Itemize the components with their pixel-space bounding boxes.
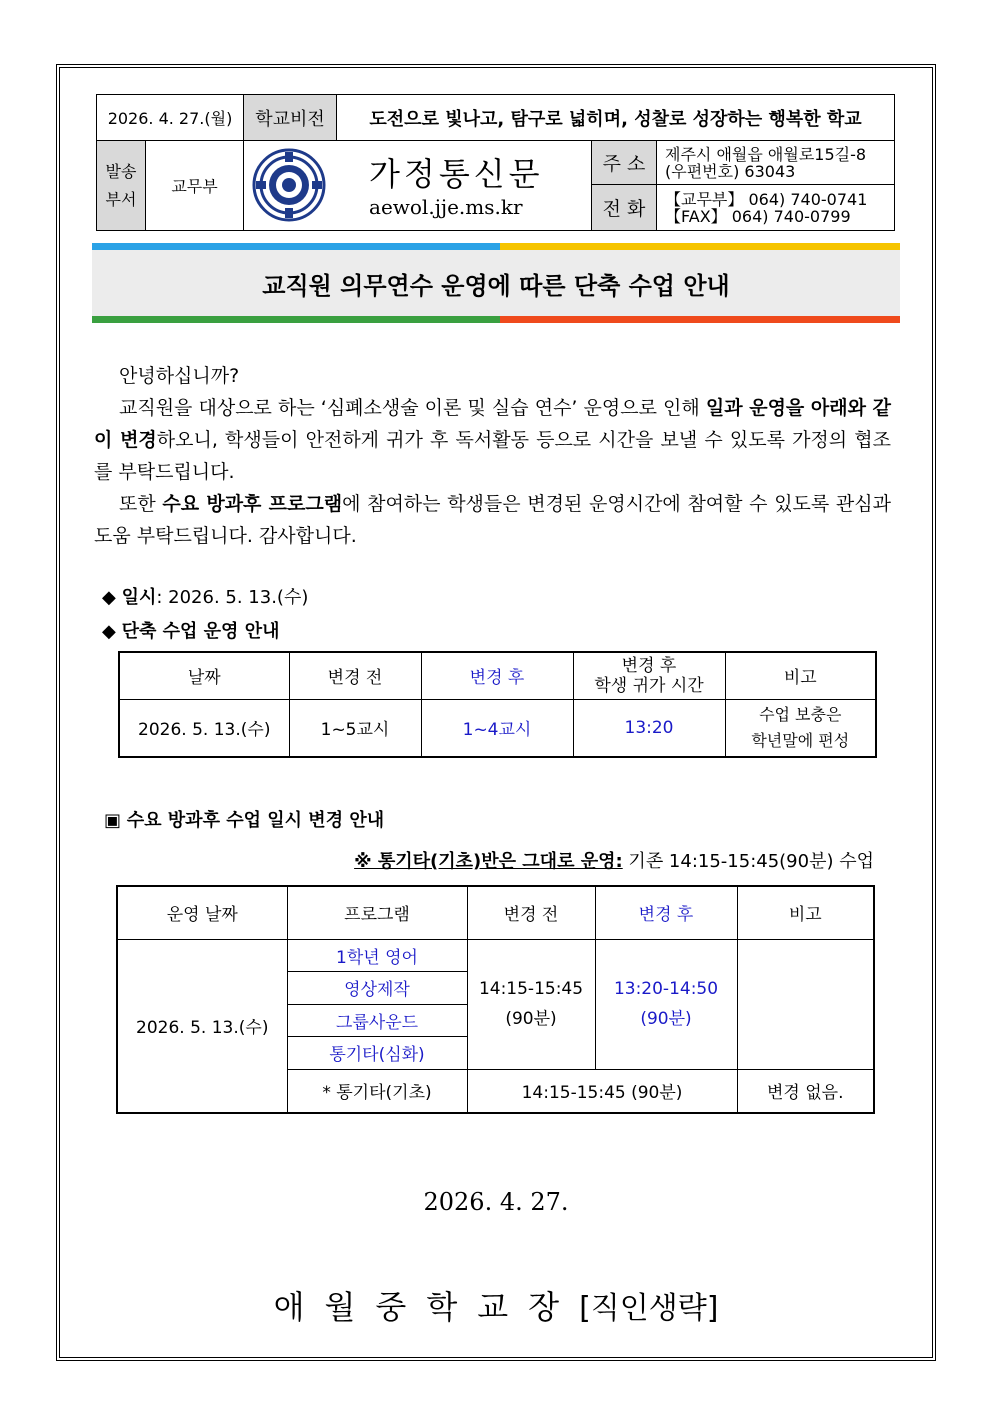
t2-header-note: 비고	[737, 886, 874, 939]
issue-date: 2026. 4. 27.(월)	[97, 95, 244, 141]
banner-bottom-bar	[92, 316, 900, 323]
t1-after: 1~4교시	[421, 699, 573, 757]
bullet-date	[102, 583, 308, 609]
bullet-short-class	[102, 617, 279, 643]
greeting: 안녕하십니까?	[119, 365, 240, 387]
vision-label: 학교비전	[244, 95, 337, 141]
t2-program-english: 1학년 영어	[287, 939, 467, 971]
p2-bold: 수요 방과후 프로그램	[162, 493, 343, 515]
section2-note	[354, 847, 874, 873]
t1-header-return-time: 변경 후 학생 귀가 시간	[573, 652, 725, 699]
title-banner	[92, 243, 900, 323]
t2-after: 13:20-14:50 (90분)	[595, 939, 737, 1069]
t2-header-before: 변경 전	[467, 886, 595, 939]
school-vision: 도전으로 빛나고, 탐구로 넓히며, 성찰로 성장하는 행복한 학교	[337, 95, 895, 141]
letterhead-table	[96, 94, 895, 231]
short-class-table	[118, 651, 877, 758]
diamond-icon: ◆	[102, 621, 116, 642]
t1-return-time: 13:20	[573, 699, 725, 757]
bullet-date-label: 일시	[121, 587, 157, 608]
seal-omitted: [직인생략]	[579, 1291, 719, 1326]
address-line2: (우편번호) 63043	[665, 161, 796, 181]
school-url[interactable]: aewol.jje.ms.kr	[369, 195, 523, 219]
section2-title: 수요 방과후 수업 일시 변경 안내	[126, 810, 385, 831]
dept-label: 발송 부서	[97, 141, 146, 231]
t2-before: 14:15-15:45 (90분)	[467, 939, 595, 1069]
banner-top-bar	[92, 243, 900, 250]
address-line1: 제주시 애월읍 애월로15길-8	[665, 144, 867, 164]
t1-header-before: 변경 전	[289, 652, 421, 699]
t2-date: 2026. 5. 13.(수)	[117, 939, 287, 1113]
note-text: 기존 14:15-15:45(90분) 수업	[622, 851, 874, 872]
t2-header-date: 운영 날짜	[117, 886, 287, 939]
t2-note-blank	[737, 939, 874, 1069]
t1-header-after: 변경 후	[421, 652, 573, 699]
dept-name: 교무부	[146, 141, 244, 231]
school-emblem-icon	[252, 148, 326, 222]
t1-before: 1~5교시	[289, 699, 421, 757]
t2-header-program: 프로그램	[287, 886, 467, 939]
paragraph-2	[94, 488, 891, 552]
p1-text-a: 교직원을 대상으로 하는 ‘심폐소생술 이론 및 실습 연수’ 운영으로 인해	[119, 397, 706, 419]
principal-signature	[0, 1282, 992, 1328]
t2-guitar-basic-note: 변경 없음.	[737, 1069, 874, 1113]
footer-date: 2026. 4. 27.	[423, 1188, 569, 1216]
title-block	[244, 141, 592, 231]
principal-title: 애월중학교장	[273, 1288, 580, 1326]
note-emphasis: ※ 통기타(기초)반은 그대로 운영:	[354, 851, 623, 872]
tel-line1: 【교무부】 064) 740-0741	[665, 189, 868, 209]
afterschool-table	[116, 885, 875, 1114]
p2-text-c: 에 참여하는 학생들은 변경된 운영시간에 참여할 수 있도록 관심과 도움 부탁드립니다. 감사합니다.	[94, 493, 891, 547]
p1-text-c: 하오니, 학생들이 안전하게 귀가 후 독서활동 등으로 시간을 보낼 수 있도록 가정의 협조를 부탁드립니다.	[94, 429, 892, 483]
address-value	[657, 141, 895, 185]
p2-text-a: 또한	[119, 493, 163, 515]
tel-line2: 【FAX】 064) 740-0799	[665, 206, 851, 226]
bullet-date-value: : 2026. 5. 13.(수)	[156, 587, 309, 608]
tel-label: 전 화	[592, 185, 657, 231]
t2-program-guitar-basic: * 통기타(기초)	[287, 1069, 467, 1113]
paragraph-1	[94, 392, 891, 488]
t2-header-after: 변경 후	[595, 886, 737, 939]
t2-program-guitar-advanced: 통기타(심화)	[287, 1036, 467, 1069]
t1-header-date: 날짜	[119, 652, 289, 699]
t2-guitar-basic-time: 14:15-15:45 (90분)	[467, 1069, 737, 1113]
tel-value	[657, 185, 895, 231]
t1-header-note: 비고	[725, 652, 876, 699]
bullet-short-class-label: 단축 수업 운영 안내	[121, 621, 280, 642]
letter-body	[94, 360, 891, 552]
banner-title: 교직원 의무연수 운영에 따른 단축 수업 안내	[92, 250, 900, 316]
diamond-icon: ◆	[102, 587, 116, 608]
square-icon: ▣	[104, 810, 122, 831]
p1-bold: 일과 운영을 아래와 같이 변경	[94, 397, 892, 451]
newsletter-title: 가정통신문	[369, 155, 544, 193]
t1-date: 2026. 5. 13.(수)	[119, 699, 289, 757]
section2-heading	[104, 806, 384, 832]
t2-program-band: 그룹사운드	[287, 1004, 467, 1036]
address-label: 주 소	[592, 141, 657, 185]
t2-program-video: 영상제작	[287, 971, 467, 1004]
t1-note: 수업 보충은 학년말에 편성	[725, 699, 876, 757]
